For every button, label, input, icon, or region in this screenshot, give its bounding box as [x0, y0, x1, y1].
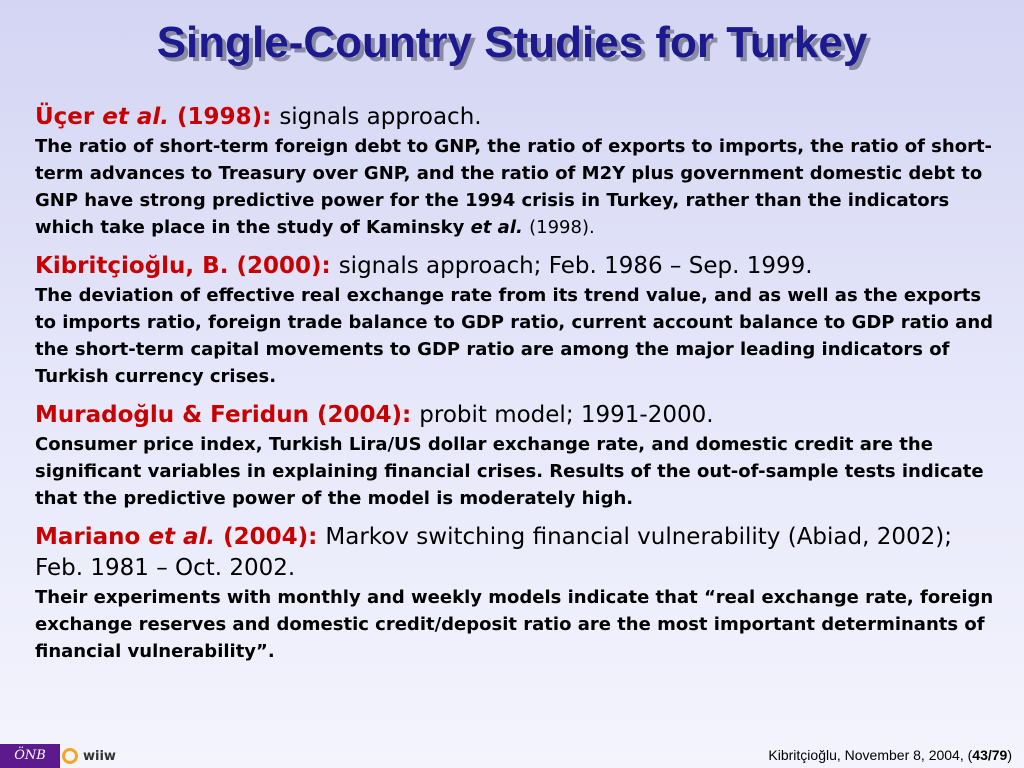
entry-method: signals approach; Feb. 1986 – Sep. 1999. — [338, 253, 813, 279]
entry-text-end: (1998). — [529, 217, 595, 238]
entry-year: (2004): — [223, 524, 318, 550]
entry-author: Kibritçioğlu, B. (2000): — [35, 253, 331, 279]
wiiw-sun-icon — [62, 748, 78, 764]
entry-heading — [35, 251, 1005, 282]
entry-kibritcioglu — [35, 251, 1005, 390]
entry-author: Mariano — [35, 524, 141, 550]
entry-etal: et al. — [102, 104, 170, 130]
entry-method: probit model; 1991-2000. — [419, 402, 714, 428]
entry-author: Üçer — [35, 104, 95, 130]
page-number: 43/79 — [972, 747, 1008, 763]
entry-ucer — [35, 102, 1005, 241]
footer-close-paren: ) — [1007, 747, 1012, 763]
entry-text-main: The ratio of short-term foreign debt to GNP, the ratio of exports to imports, the ratio of short-term advances to Treasury over GNP, and the ratio of M2Y plus government domestic debt to GNP have strong predictive power for the 1994 crisis in Turkey, rather than the indicators which take place in the study of Kaminsky — [35, 136, 993, 238]
entry-text: Consumer price index, Turkish Lira/US dollar exchange rate, and domestic credit are the significant variables in explaining financial crises. Results of the out-of-sample tests indicate that the predictive power of the model is moderately high. — [35, 434, 984, 509]
footer-credit — [768, 747, 1012, 763]
entry-text: The deviation of effective real exchange rate from its trend value, and as well as the exports to imports ratio, foreign trade balance to GDP ratio, current account balance to GDP ratio and the short-term capital movements to GDP ratio are among the major leading indicators of Turkish currency crises. — [35, 285, 994, 387]
entry-text-etal: et al. — [470, 217, 523, 238]
wiiw-logo — [62, 746, 116, 766]
slide-content — [35, 102, 1005, 675]
entry-heading — [35, 400, 1005, 431]
footer — [0, 744, 1024, 768]
slide-title: Single-Country Studies for Turkey — [156, 18, 868, 67]
entry-etal: et al. — [148, 524, 216, 550]
entry-author: Muradoğlu & Feridun (2004): — [35, 402, 412, 428]
entry-year: (1998): — [177, 104, 272, 130]
entry-heading — [35, 522, 1005, 584]
wiiw-logo-text: wiiw — [83, 748, 116, 764]
entry-muradoglu — [35, 400, 1005, 512]
onb-logo: ÖNB — [0, 744, 60, 768]
entry-mariano — [35, 522, 1005, 665]
entry-method: signals approach. — [279, 104, 482, 130]
entry-text — [35, 133, 1005, 241]
entry-text: Their experiments with monthly and weekly models indicate that “real exchange rate, foreign exchange reserves and domestic credit/deposit ratio are the most important determinants of financial vulnerability”. — [35, 587, 994, 662]
footer-credit-text: Kibritçioğlu, November 8, 2004, ( — [768, 747, 973, 763]
entry-method: Markov switching financial vulnerability (Abiad, 2002); Feb. 1981 – Oct. 2002. — [35, 524, 952, 581]
entry-heading — [35, 102, 1005, 133]
